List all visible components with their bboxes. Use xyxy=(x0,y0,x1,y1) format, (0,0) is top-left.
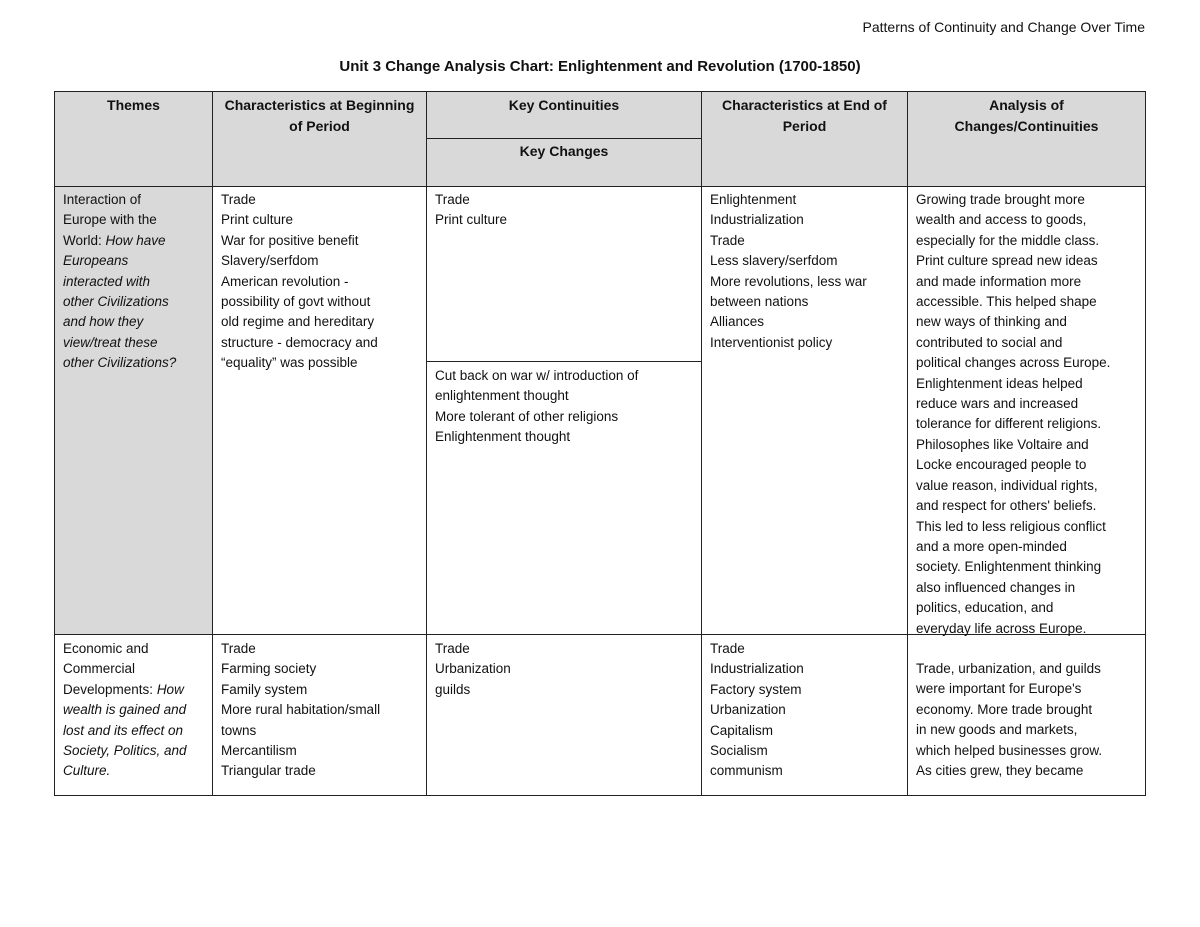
beginning-item: American revolution - xyxy=(221,273,349,289)
row2-theme xyxy=(55,635,212,786)
end-item: Trade xyxy=(710,641,745,656)
theme-question-line: Culture. xyxy=(63,763,111,779)
end-item: Trade xyxy=(710,232,745,248)
analysis-line: and made information more xyxy=(916,273,1082,289)
beginning-item: Print culture xyxy=(221,212,294,228)
row2-continuities xyxy=(427,635,701,704)
continuity-item: Urbanization xyxy=(435,661,511,677)
analysis-line: wealth and access to goods, xyxy=(916,212,1087,228)
header-beginning: Characteristics at Beginning of Period xyxy=(224,97,415,134)
analysis-line: Growing trade brought more xyxy=(916,192,1085,207)
change-item: More tolerant of other religions xyxy=(435,408,619,424)
end-item: Factory system xyxy=(710,681,802,697)
theme-title-question-line xyxy=(63,231,204,251)
end-item: More revolutions, less war xyxy=(710,273,867,289)
analysis-line: and a more open-minded xyxy=(916,538,1067,554)
end-item: Industrialization xyxy=(710,661,804,677)
analysis-line: especially for the middle class. xyxy=(916,232,1100,248)
row1-end xyxy=(702,186,907,357)
beginning-item: War for positive benefit xyxy=(221,232,359,248)
analysis-line: Locke encouraged people to xyxy=(916,457,1087,473)
theme-title-line: Developments: xyxy=(63,681,154,697)
analysis-line: tolerance for different religions. xyxy=(916,416,1102,432)
analysis-line: politics, education, and xyxy=(916,600,1054,616)
analysis-line: Trade, urbanization, and guilds xyxy=(916,661,1101,676)
beginning-item: Trade xyxy=(221,192,256,207)
header-themes: Themes xyxy=(107,97,160,113)
theme-question-line: other Civilizations xyxy=(63,294,169,310)
beginning-item: old regime and hereditary xyxy=(221,314,375,330)
end-item: Enlightenment xyxy=(710,192,797,207)
theme-question-line: How have xyxy=(105,232,166,248)
header-end: Characteristics at End of Period xyxy=(722,97,887,134)
row1-theme xyxy=(55,186,212,378)
analysis-line: Philosophes like Voltaire and xyxy=(916,436,1089,452)
analysis-line: contributed to social and xyxy=(916,334,1063,350)
analysis-line: which helped businesses grow. xyxy=(916,742,1103,758)
header-continuities: Key Continuities xyxy=(508,97,620,113)
beginning-item: towns xyxy=(221,722,257,738)
end-item: Urbanization xyxy=(710,702,786,718)
theme-question-line: lost and its effect on xyxy=(63,722,184,738)
beginning-item: Triangular trade xyxy=(221,763,316,779)
theme-question-line: Europeans xyxy=(63,253,129,269)
beginning-item: Trade xyxy=(221,641,256,656)
end-item: Less slavery/serfdom xyxy=(710,253,838,269)
change-analysis-table xyxy=(54,91,1146,796)
beginning-item: structure - democracy and xyxy=(221,334,378,350)
analysis-line: As cities grew, they became xyxy=(916,763,1084,779)
page-header: Patterns of Continuity and Change Over Time xyxy=(862,19,1145,35)
analysis-line: This led to less religious conflict xyxy=(916,518,1106,534)
analysis-line: value reason, individual rights, xyxy=(916,477,1098,493)
continuity-item: Trade xyxy=(435,641,470,656)
end-item: Interventionist policy xyxy=(710,334,833,350)
end-item: Industrialization xyxy=(710,212,804,228)
change-item: Cut back on war w/ introduction of xyxy=(435,368,639,383)
beginning-item: Farming society xyxy=(221,661,317,677)
row1-analysis xyxy=(908,186,1145,643)
theme-title-line: Economic and xyxy=(63,641,149,656)
end-item: between nations xyxy=(710,294,809,310)
analysis-line: Print culture spread new ideas xyxy=(916,253,1098,269)
theme-title-line: Europe with the xyxy=(63,212,157,228)
analysis-line: society. Enlightenment thinking xyxy=(916,559,1102,575)
document-title: Unit 3 Change Analysis Chart: Enlightenment and Revolution (1700-1850) xyxy=(339,58,861,75)
change-item: Enlightenment thought xyxy=(435,429,571,445)
continuity-item: guilds xyxy=(435,681,471,697)
analysis-line: new ways of thinking and xyxy=(916,314,1067,330)
theme-title-question-line xyxy=(63,680,204,700)
theme-title-line: World: xyxy=(63,232,102,248)
analysis-line: reduce wars and increased xyxy=(916,396,1079,412)
beginning-item: More rural habitation/small xyxy=(221,702,381,718)
row1-beginning xyxy=(213,186,426,378)
analysis-line: accessible. This helped shape xyxy=(916,294,1097,310)
analysis-line: everyday life across Europe. xyxy=(916,620,1087,636)
row1-changes xyxy=(427,362,701,452)
row2-analysis xyxy=(908,655,1145,785)
beginning-item: possibility of govt without xyxy=(221,294,371,310)
analysis-line: political changes across Europe. xyxy=(916,355,1111,371)
theme-question-line: interacted with xyxy=(63,273,151,289)
end-item: communism xyxy=(710,763,783,779)
header-analysis: Analysis of Changes/Continuities xyxy=(954,97,1099,134)
header-changes: Key Changes xyxy=(519,143,609,159)
row2-end xyxy=(702,635,907,786)
beginning-item: “equality” was possible xyxy=(221,355,358,371)
analysis-line: Enlightenment ideas helped xyxy=(916,375,1083,391)
analysis-line: were important for Europe's xyxy=(916,681,1082,697)
beginning-item: Slavery/serfdom xyxy=(221,253,319,269)
analysis-line: economy. More trade brought xyxy=(916,701,1093,717)
analysis-line: in new goods and markets, xyxy=(916,722,1078,738)
end-item: Socialism xyxy=(710,743,768,759)
theme-question-line: Society, Politics, and xyxy=(63,743,187,759)
theme-title-line: Interaction of xyxy=(63,192,142,207)
continuity-item: Trade xyxy=(435,192,470,207)
change-item: enlightenment thought xyxy=(435,388,569,404)
theme-question-line: other Civilizations? xyxy=(63,355,177,371)
theme-title-line: Commercial xyxy=(63,661,136,677)
analysis-line: and respect for others' beliefs. xyxy=(916,498,1097,514)
analysis-line: also influenced changes in xyxy=(916,579,1076,595)
beginning-item: Family system xyxy=(221,681,308,697)
beginning-item: Mercantilism xyxy=(221,743,297,759)
theme-question-line: wealth is gained and xyxy=(63,702,187,718)
theme-question-line: and how they xyxy=(63,314,144,330)
continuity-item: Print culture xyxy=(435,212,508,228)
end-item: Capitalism xyxy=(710,722,774,738)
theme-question-line: view/treat these xyxy=(63,334,158,350)
theme-question-line: How xyxy=(156,681,184,697)
row1-continuities xyxy=(427,186,701,235)
row2-beginning xyxy=(213,635,426,786)
end-item: Alliances xyxy=(710,314,765,330)
